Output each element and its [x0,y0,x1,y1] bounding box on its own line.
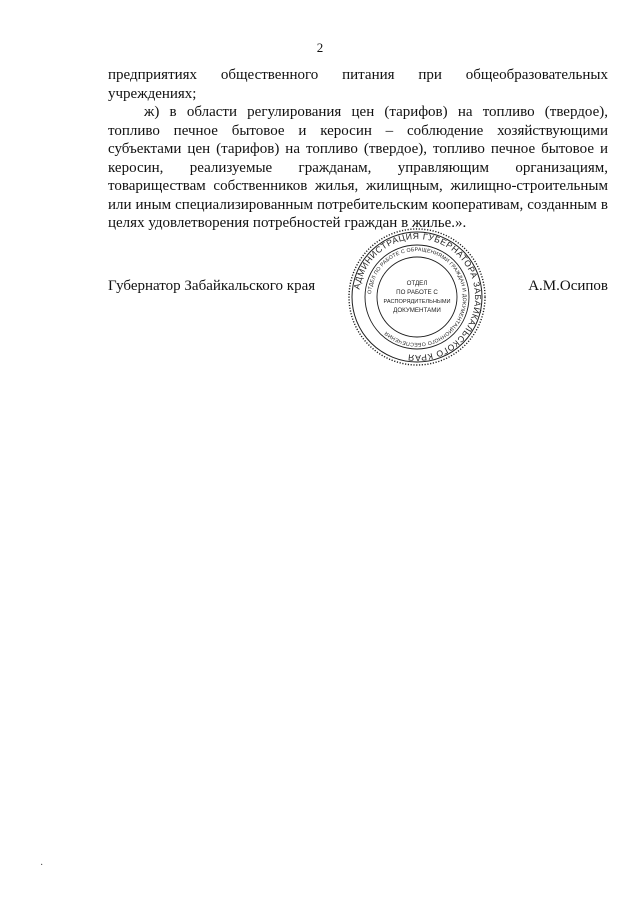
page-number: 2 [316,40,324,55]
official-seal [346,226,488,368]
seal-center-line-2: ПО РАБОТЕ С [396,289,438,296]
seal-center-line-3: РАСПОРЯДИТЕЛЬНЫМИ [383,299,451,305]
signature-name: А.М.Осипов [528,278,608,294]
scan-speck: · [40,860,44,871]
paragraph-item-zh: ж) в области регулирования цен (тарифов) на топливо (твердое), топливо печное бытовое и керосин – соблюдение хозяйствующими субъектами цен (тарифов) на топливо (твердое), топливо печное бытовое и керосин, реализуемые гражданам, управляющим организациям, товариществам собственников жилья, жилищным, жилищно-строительным или иным специализированным потребительским кооперативам, созданным в целях удовлетворения потребностей граждан в жилье.». [108,104,608,231]
document-body [108,66,608,233]
paragraph-continuation: предприятиях общественного питания при общеобразовательных учреждениях; [108,67,608,102]
seal-center-line-1: ОТДЕЛ [406,280,428,287]
seal-outer-text: АДМИНИСТРАЦИЯ ГУБЕРНАТОРА ЗАБАЙКАЛЬСКОГО КРАЯ [351,230,484,364]
seal-inner-text: ОТДЕЛ ПО РАБОТЕ С ОБРАЩЕНИЯМИ ГРАЖДАН И ДОКУМЕНТАЦИОННОГО ОБЕСПЕЧЕНИЯ [367,246,468,348]
seal-graphic [346,226,488,368]
signature-title: Губернатор Забайкальского края [108,278,316,294]
seal-center-line-4: ДОКУМЕНТАМИ [393,307,441,314]
